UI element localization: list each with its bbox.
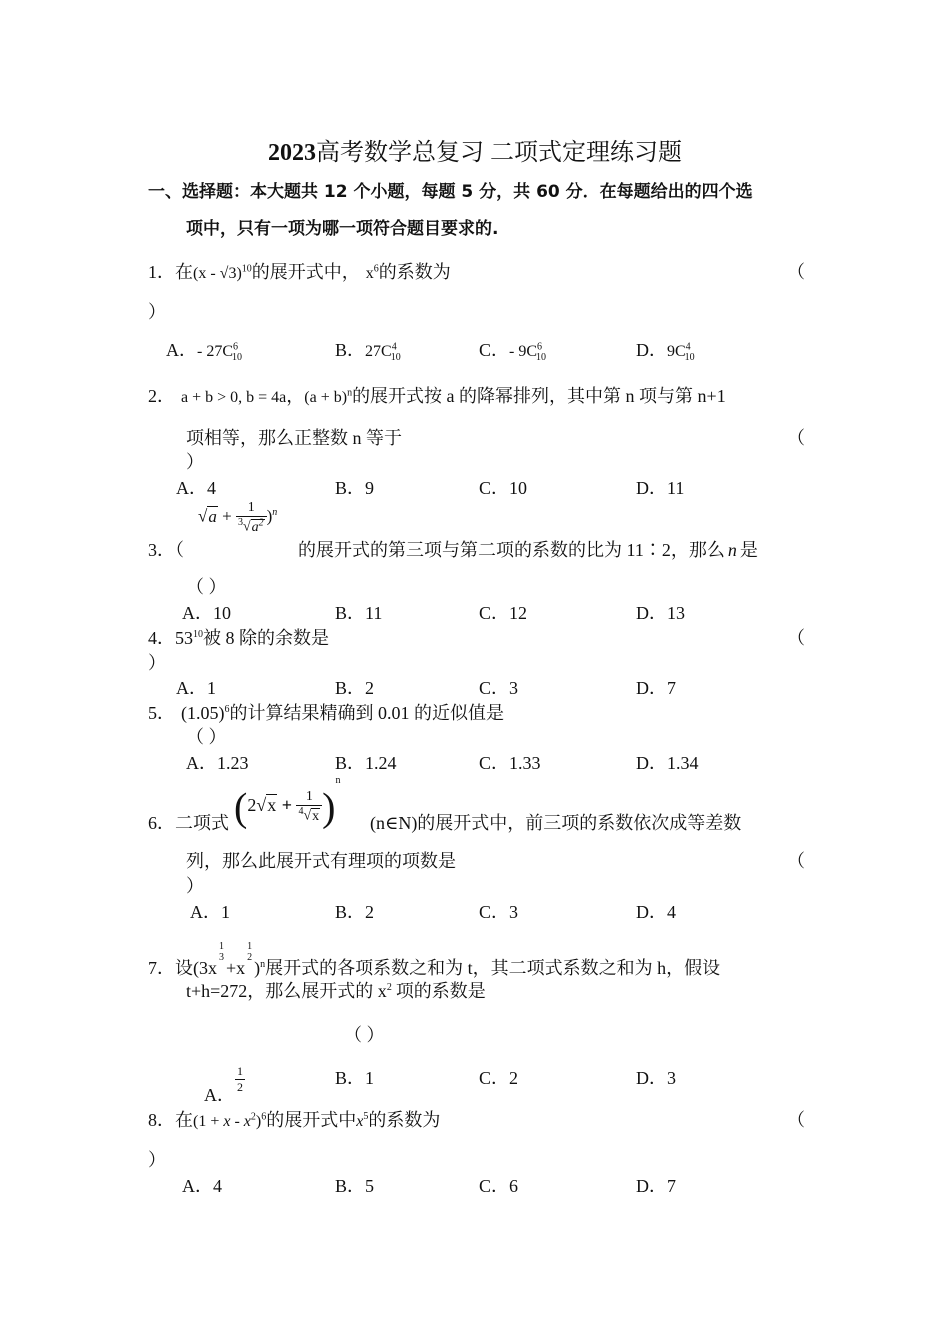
q3-n: n xyxy=(727,540,737,560)
q1-b-sup: 4 xyxy=(391,341,397,353)
q8-post: 的系数为 xyxy=(368,1110,441,1130)
q8-expr-c: ) xyxy=(255,1113,262,1130)
q2-paren-right: ） xyxy=(186,452,204,472)
q3-d-letter: D． xyxy=(636,603,667,623)
q1-option-a[interactable] xyxy=(166,336,242,363)
q5-c-letter: C． xyxy=(479,753,510,773)
q7-b-value: 1 xyxy=(365,1068,375,1088)
question-1 xyxy=(148,258,451,284)
q6-b-letter: B． xyxy=(335,902,366,922)
q3-frac-den: $^3√a^2$ xyxy=(237,517,264,535)
q3-root-body xyxy=(251,519,265,535)
q1-paren-left: （ xyxy=(787,262,805,282)
q7-exp2-den: 2 xyxy=(247,952,253,963)
q8-paren-right: ） xyxy=(148,1150,166,1170)
q3-option-b[interactable] xyxy=(335,599,382,625)
q4-b-value: 2 xyxy=(365,678,375,698)
q8-b-value: 5 xyxy=(365,1176,375,1196)
q3-is: 是 xyxy=(739,540,758,560)
q6-root-index: 4 xyxy=(298,806,304,818)
q6-c-value: 3 xyxy=(509,902,519,922)
q3-a: a xyxy=(251,519,259,535)
q3-b-letter: B． xyxy=(335,603,366,623)
q8-c-value: 6 xyxy=(509,1176,519,1196)
q5-text: 的计算结果精确到 0.01 的近似值是 xyxy=(229,703,504,723)
title-text: 高考数学总复习 二项式定理练习题 xyxy=(316,140,682,166)
q6-root-x: x xyxy=(312,808,320,824)
q3-a-letter: A． xyxy=(182,603,213,623)
q2-expr: (a + b) xyxy=(304,389,348,406)
q5-option-b[interactable] xyxy=(335,749,397,775)
q1-expr: (x - √3) xyxy=(193,265,242,282)
q8-expression xyxy=(193,1113,266,1130)
q7-exp2-num: 1 xyxy=(247,941,253,952)
q1-c-coef: 9C xyxy=(518,343,538,360)
q3-b-value: 11 xyxy=(365,603,383,623)
q4-c-value: 3 xyxy=(509,678,519,698)
q4-option-b[interactable] xyxy=(335,674,374,700)
q3-open: （ xyxy=(175,540,184,560)
q2-condition: a + b > 0, b = 4a xyxy=(181,389,287,406)
q5-paren: （ ） xyxy=(186,727,227,747)
q6-option-d[interactable] xyxy=(636,898,676,924)
q2-b-letter: B． xyxy=(335,478,366,498)
q1-d-value xyxy=(667,341,695,364)
q5-option-d[interactable] xyxy=(636,749,699,775)
q8-exponent: 6 xyxy=(261,1111,267,1123)
q2-line2: 项相等，那么正整数 n 等于 xyxy=(186,428,402,448)
q3-fraction xyxy=(236,500,267,536)
q2-c-letter: C． xyxy=(479,478,510,498)
q8-x5-exp: 5 xyxy=(363,1111,369,1122)
q2-option-c[interactable] xyxy=(479,474,527,500)
q1-c-sign: - xyxy=(509,343,519,360)
q6-b-value: 2 xyxy=(365,902,375,922)
q1-d-coef: 9C xyxy=(667,343,686,360)
q2-number: 2． xyxy=(148,386,175,406)
q3-option-c[interactable] xyxy=(479,599,527,625)
q1-a-value xyxy=(197,341,242,364)
q8-option-b[interactable] xyxy=(335,1172,374,1198)
q3-d-value: 13 xyxy=(667,603,685,623)
q3-plus: + xyxy=(222,506,232,526)
q5-d-value: 1.34 xyxy=(667,753,699,773)
q6-option-c[interactable] xyxy=(479,898,518,924)
q4-a-letter: A． xyxy=(176,678,207,698)
q4-base: 53 xyxy=(175,628,193,648)
q8-pre: 在 xyxy=(175,1110,193,1130)
q2-comma: ， xyxy=(286,386,305,406)
q6-text1: (n∈N)的展开式中，前三项的系数依次成等差数 xyxy=(370,813,742,833)
q5-option-a[interactable] xyxy=(186,749,249,775)
q5-a-value: 1.23 xyxy=(217,753,249,773)
q2-text1: 的展开式按 a 的降幂排列，其中第 n 项与第 n+1 xyxy=(352,386,726,406)
q1-c-letter: C． xyxy=(479,340,510,360)
q4-exponent: 10 xyxy=(193,629,203,640)
q3-c-value: 12 xyxy=(509,603,528,623)
q6-x: x xyxy=(267,795,277,815)
q1-number: 1． xyxy=(148,262,175,282)
q5-option-c[interactable] xyxy=(479,749,541,775)
q3-a-value: 10 xyxy=(213,603,231,623)
q7-exp2 xyxy=(245,941,254,963)
q8-d-letter: D． xyxy=(636,1176,667,1196)
q7-pre: 设(3x xyxy=(175,958,217,978)
q7-close: ) xyxy=(254,958,261,978)
q2-option-d[interactable] xyxy=(636,474,684,500)
q7-option-c[interactable] xyxy=(479,1064,518,1090)
q4-a-value: 1 xyxy=(207,678,216,698)
q5-number: 5． xyxy=(148,703,175,723)
q5-exponent: 6 xyxy=(224,704,230,715)
q1-d-letter: D． xyxy=(636,340,667,360)
q3-exponent: n xyxy=(272,507,278,519)
q7-exp1-den: 3 xyxy=(219,952,224,963)
q1-expression xyxy=(193,265,252,282)
q5-c-value: 1.33 xyxy=(509,753,541,773)
q2-paren-left: （ xyxy=(787,428,805,448)
q7-exp1-num: 1 xyxy=(219,941,224,952)
title-year: 2023 xyxy=(268,140,316,166)
q4-d-value: 7 xyxy=(667,678,676,698)
q7-number: 7． xyxy=(148,958,175,978)
q8-x2-exp: 2 xyxy=(250,1111,256,1123)
q7-a-fraction xyxy=(235,1064,245,1095)
q6-text2: 列，那么此展开式有理项的项数是 xyxy=(186,851,456,871)
q1-a-letter: A． xyxy=(166,340,197,360)
q1-option-c[interactable] xyxy=(479,336,546,363)
q3-sqrt-a: a xyxy=(208,506,217,526)
q4-c-letter: C． xyxy=(479,678,510,698)
q7-b-letter: B． xyxy=(335,1068,366,1088)
q8-x2: x xyxy=(243,1113,251,1130)
question-2 xyxy=(148,382,726,408)
q4-text: 被 8 除的余数是 xyxy=(203,628,329,648)
q4-option-a[interactable] xyxy=(176,674,216,700)
q1-paren-right: ） xyxy=(148,302,166,322)
q8-expr-b: - xyxy=(230,1113,244,1130)
q6-two: 2 xyxy=(247,795,257,815)
q5-b-value: 1.24 xyxy=(365,753,397,773)
q6-frac-num: 1 xyxy=(296,789,322,806)
q2-exponent: n xyxy=(347,387,353,399)
q8-option-d[interactable] xyxy=(636,1172,676,1198)
q6-a-letter: A． xyxy=(190,902,221,922)
q2-d-value: 11 xyxy=(667,478,685,498)
q8-paren-left: （ xyxy=(787,1110,805,1130)
q3-frac-num: 1 xyxy=(236,500,267,517)
q4-b-letter: B． xyxy=(335,678,366,698)
q1-var-exponent: 6 xyxy=(373,263,379,275)
q4-number: 4． xyxy=(148,628,175,648)
q3-number: 3． xyxy=(148,540,175,560)
q8-a-letter: A． xyxy=(182,1176,213,1196)
q6-exponent: n xyxy=(335,775,341,786)
q1-suffix: 的系数为 xyxy=(378,262,451,282)
q6-pre: 二项式 xyxy=(175,813,229,833)
q2-c-value: 10 xyxy=(509,478,528,498)
q1-c-sup: 6 xyxy=(537,341,543,353)
q1-exponent: 10 xyxy=(241,263,252,275)
q7-line2 xyxy=(186,977,486,1003)
q8-x5: x xyxy=(356,1113,364,1130)
q8-mid: 的展开式中 xyxy=(266,1110,357,1130)
section-heading-line1: 一、选择题：本大题共 12 个小题，每题 5 分，共 60 分．在每题给出的四个选 xyxy=(148,182,753,202)
q1-term xyxy=(366,265,379,282)
q4-option-d[interactable] xyxy=(636,674,676,700)
q6-prefix xyxy=(148,809,229,835)
q1-a-sub: 10 xyxy=(232,352,242,364)
q7-d-letter: D． xyxy=(636,1068,667,1088)
q8-c-letter: C． xyxy=(479,1176,510,1196)
q1-a-sup: 6 xyxy=(233,341,238,353)
q7-exp1 xyxy=(217,941,226,963)
section-heading-line2: 项中，只有一项为哪一项符合题目要求的. xyxy=(186,219,499,239)
q6-d-letter: D． xyxy=(636,902,667,922)
q7-d-value: 3 xyxy=(667,1068,676,1088)
q5-base: (1.05) xyxy=(181,703,225,723)
q7-exponent: n xyxy=(260,959,266,970)
q1-b-letter: B． xyxy=(335,340,366,360)
q1-mid: 的展开式中， xyxy=(251,262,360,282)
q1-c-value xyxy=(509,341,547,364)
q1-c-sub: 10 xyxy=(536,352,547,364)
q1-d-sup: 4 xyxy=(685,341,691,353)
q3-option-a[interactable] xyxy=(182,599,231,625)
q6-fraction xyxy=(296,789,322,825)
q6-c-letter: C． xyxy=(479,902,510,922)
q3-a-exp: 2 xyxy=(258,517,264,528)
q7-mid: +x xyxy=(226,958,246,978)
q6-paren-left: （ xyxy=(787,851,805,871)
q7-option-d[interactable] xyxy=(636,1064,676,1090)
q4-paren-left: （ xyxy=(787,628,805,648)
q5-d-letter: D． xyxy=(636,753,667,773)
q2-expression xyxy=(304,389,352,406)
q6-plus: + xyxy=(281,795,292,815)
q1-prefix: 在 xyxy=(175,262,193,282)
q8-b-letter: B． xyxy=(335,1176,366,1196)
q7-a-den: 2 xyxy=(237,1080,243,1094)
q7-text1: 展开式的各项系数之和为 t，其二项式系数之和为 h，假设 xyxy=(265,958,721,978)
q7-option-a[interactable] xyxy=(204,1064,245,1107)
q3-text xyxy=(298,536,758,562)
q4-paren-right: ） xyxy=(148,653,166,673)
q8-expr-a: (1 + xyxy=(193,1113,224,1130)
page-title xyxy=(0,132,950,167)
q5-b-letter: B． xyxy=(335,753,366,773)
q6-a-value: 1 xyxy=(221,902,230,922)
q6-number: 6． xyxy=(148,813,175,833)
q7-paren: （ ） xyxy=(344,1025,385,1045)
q4-option-c[interactable] xyxy=(479,674,518,700)
q7-c-letter: C． xyxy=(479,1068,510,1088)
q8-x: x xyxy=(223,1113,231,1130)
q2-option-a[interactable] xyxy=(176,474,216,500)
q6-frac-den: $^4$√x xyxy=(298,806,320,824)
q1-a-sign: - xyxy=(197,343,207,360)
q1-b-value xyxy=(365,341,401,364)
question-5 xyxy=(148,699,504,725)
q8-option-c[interactable] xyxy=(479,1172,518,1198)
q7-option-b[interactable] xyxy=(335,1064,374,1090)
q7-a-letter: A． xyxy=(204,1085,235,1105)
q7-text2a: t+h=272，那么展开式的 x xyxy=(186,981,387,1001)
q7-text2b: 项的系数是 xyxy=(395,981,486,1001)
q1-a-coef: 27C xyxy=(206,343,233,360)
q1-b-sub: 10 xyxy=(390,352,401,364)
q8-number: 8． xyxy=(148,1110,175,1130)
q1-option-b[interactable] xyxy=(335,336,401,363)
question-4 xyxy=(148,624,329,650)
q3-number-open xyxy=(148,536,184,562)
q2-b-value: 9 xyxy=(365,478,375,498)
q3-root-index: 3 xyxy=(237,517,243,528)
q1-option-d[interactable] xyxy=(636,336,695,363)
q6-d-value: 4 xyxy=(667,902,676,922)
question-7 xyxy=(148,941,720,980)
question-8 xyxy=(148,1106,440,1132)
q6-expression: (2√x + $\frac{1}{^4√x}$ )$^n$ xyxy=(234,775,341,830)
q6-paren-right: ） xyxy=(186,876,204,896)
q1-b-coef: 27C xyxy=(365,343,392,360)
q8-option-a[interactable] xyxy=(182,1172,222,1198)
q7-c-value: 2 xyxy=(509,1068,519,1088)
q3-expression: √a + $\frac{1}{^3√a^2}$ )$^n$ xyxy=(198,500,278,535)
q1-d-sub: 10 xyxy=(684,352,695,364)
q3-c-letter: C． xyxy=(479,603,510,623)
q2-d-letter: D． xyxy=(636,478,667,498)
q2-a-letter: A． xyxy=(176,478,207,498)
q5-a-letter: A． xyxy=(186,753,217,773)
q6-option-a[interactable] xyxy=(190,898,230,924)
q8-d-value: 7 xyxy=(667,1176,676,1196)
q4-d-letter: D． xyxy=(636,678,667,698)
q2-a-value: 4 xyxy=(207,478,216,498)
q6-option-b[interactable] xyxy=(335,898,374,924)
q2-option-b[interactable] xyxy=(335,474,374,500)
q7-text2-exp: 2 xyxy=(386,982,392,993)
q3-option-d[interactable] xyxy=(636,599,685,625)
q3-body: 的展开式的第三项与第二项的系数的比为 11∶2，那么 xyxy=(298,540,725,560)
q3-paren: （ ） xyxy=(186,577,227,597)
q7-a-num: 1 xyxy=(237,1064,243,1078)
q8-a-value: 4 xyxy=(213,1176,222,1196)
q1-var: x xyxy=(365,265,374,282)
